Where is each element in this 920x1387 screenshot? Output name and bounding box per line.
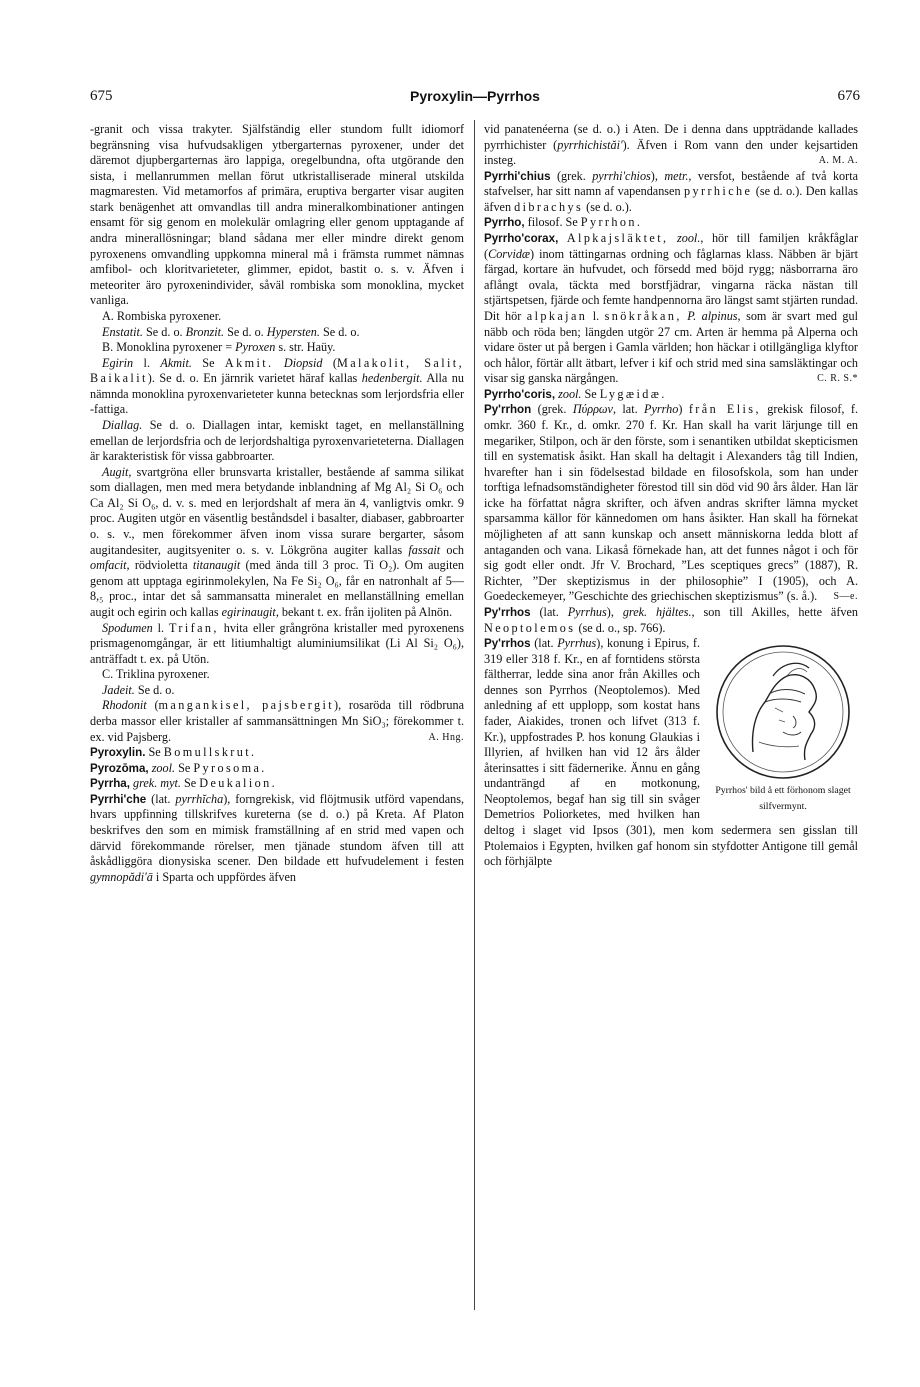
paragraph: Augit, svartgröna eller brunsvarta kristaller, bestående af samma silikat som diallagen, men med mera betydande inblandning af Mg Al₂ Si O₆ och Ca Al₂ Si O₆, d. v. s. med en lerjordshalt af mera än 4, vanligtvis omkr. 9 proc. Augiten utgör en väsentlig beståndsdel i basalter, diabaser, gabbroarter o. s. v., men förekommer äfven inom vissa surare bergarter, såsom augitandesiter, augitsyeniter o. s. v. Lökgröna augiter kallas fassait och omfacit, rödvioletta titanaugit (med ända till 3 proc. Ti O₂). Om augiten genom att upptaga egirinmolekylen, Na Fe Si₂ O₆, får en natronhalt af 5—8,₅ proc., intar det så sammansatta mineralet en mellanställning emellan augit och egirin och kallas egirinaugit, bekant t. ex. från ijoliten på Alnön. xyxy=(90,464,464,619)
author-signature: A. M. A. xyxy=(818,155,858,167)
paragraph: C. Triklina pyroxener. xyxy=(102,667,210,682)
headword: Py'rrhos xyxy=(484,605,531,619)
dictionary-entry: Pyrrhi'chius (grek. pyrrhi'chios), metr., versfot, bestående af två korta stafvelser, har sitt namn af vapendansen pyrrhiche (se d. o.). Den kallas äfven dibrachys (se d. o.). xyxy=(484,168,859,214)
column-divider xyxy=(474,120,475,1310)
page-number-left: 675 xyxy=(90,88,113,104)
running-title: Pyroxylin—Pyrrhos xyxy=(410,88,540,104)
dictionary-entry: Py'rrhon (grek. Πύρρων, lat. Pyrrho) från Elis, grekisk filosof, f. omkr. 360 f. Kr., d. omkr. 270 f. Kr. Han skall ha varit lärjunge till en megariker, Stilpon, och är den förste, som i senantiken utbildat skepticismen till en systematisk åsikt. Han skall ha deltagit i Alexanders tåg till Indien, hvarefter han i sin födelsestad bildade en filosofskola, som han under torftiga lefnadsomständigheter förestod till sin död vid 90 års ålder. Han lär icke ha författat några skrifter, och äfven andras skrifter lämna mycket sparsamma källor för kännedomen om hans åsikter. Han skall ha förnekat möjligheten af att sann kunskap och ansett människorna ledda blott af antaganden och vana. Likaså förnekade han, att det funnes något i och för sig godt eller ondt. Jfr V. Brochard, ”Les sceptiques grecs” (1887), R. Richter, ”Der skeptizismus in der philosophie” I (1905), och A. Goedeckemeyer, ”Geschichte des griechischen skeptizismus” (s. å.). S—e. xyxy=(484,402,858,604)
left-column xyxy=(90,122,464,885)
dictionary-entry: Pyrrhos' bild å ett förhonom slaget silfvermynt. Py'rrhos (lat. Pyrrhus), konung i Epirus, f. 319 eller 318 f. Kr., en af forntidens största fältherrar, ledde sina anor från Akilles och dennes son Pyrrhos (Neoptolemos). Med anledning af ett upplopp, som kostat hans fader, Aiakides, tronen och lifvet (313 f. Kr.), uppfostrades P. hos konung Glaukias i Illyrien, af hvilken han vid 12 års ålder återinsattes i sitt fädernerike. Ännu en gång undanträngd af en motkonung, Neoptolemos, begaf han sig till sin svåger Demetrios Poliorketes, med hvilken han deltog i slaget vid Ipsos (301), men kom sedermera sen gisslan till Ptolemaios i Egypten, hvilken gaf honom sin styfdotter Antigone till gemål och förhjälpte xyxy=(484,636,858,869)
paragraph: Diallag. Se d. o. Diallagen intar, kemiskt taget, en mellanställning emellan de lerjordsfria och de lerjordshaltiga pyroxenvarieteterna. Diallagen är karakteristisk för vissa gabbroarter. xyxy=(90,417,464,464)
headword: Pyrrha, xyxy=(90,777,130,791)
paragraph: Jadeit. Se d. o. xyxy=(102,682,175,697)
paragraph: Rhodonit (mangankisel, pajsbergit), rosaröda till rödbruna derba massor eller kristaller af sammansättningen Mn SiO₃; förekommer t. ex. vid Pajsberg. A. Hng. xyxy=(90,698,465,744)
headword: Py'rrhon xyxy=(484,403,532,417)
coin-figure xyxy=(708,642,858,813)
headword: Pyrrho, xyxy=(484,216,525,230)
headword: Pyroxylin. xyxy=(90,746,146,760)
dictionary-entry: Pyrrho, filosof. Se Pyrrhon. xyxy=(484,215,643,230)
coin-portrait-image xyxy=(713,642,853,782)
headword: Pyrrho'coris, xyxy=(484,387,556,401)
headword: Pyrozōma, xyxy=(90,761,149,775)
right-column xyxy=(484,122,858,870)
headword: Py'rrhos xyxy=(484,637,531,651)
figure-caption: Pyrrhos' bild å ett förhonom slaget silfvermynt. xyxy=(715,785,851,812)
paragraph: A. Rombiska pyroxener. xyxy=(102,308,222,323)
headword: Pyrrho'corax, xyxy=(484,232,559,246)
paragraph: Egirin l. Akmit. Se Akmit. Diopsid (Malakolit, Salit, Baikalit). Se d. o. En järnrik varietet häraf kallas hedenbergit. Alla nu nämnda monoklina pyroxenvarieteter kunna betecknas som lerjordsfria eller -fattiga. xyxy=(90,355,465,417)
paragraph: Spodumen l. Trifan, hvita eller grångröna kristaller med pyroxenens prismagenomgångar, är ett litiumhaltigt aluminiumsilikat (Li Al Si₂ O₆), anträffadt t. ex. på Utön. xyxy=(90,620,464,666)
dictionary-entry: Pyrrho'coris, zool. Se Lygæidæ. xyxy=(484,386,667,401)
headword: Pyrrhi'chius xyxy=(484,169,551,183)
paragraph: -granit och vissa trakyter. Själfständig eller stundom fullt idiomorf begränsning visa hufvudsakligen ytbergarternas pyroxener, under det däremot djupbergarternas äro lappiga, oregelbundna, ofta utgörande den sista, i mellanrummen mellan förut utkristalliserade mineral utskilda magmaresten. Vid metamorfos af primära, eruptiva bergarter visar augiten stark benägenhet att omvandlas till andra mineralkombinationer antingen ensamt för sig genom en molekulär omlagring eller genom upptagande af andra minerallösningar; bland sådana mer eller mindre direkt genom pyroxenens omvandling uppkomna mineral må i främsta rummet nämnas amfibol- och kloritvarieteter, glimmer, epidot, bastit o. s. v. Äfven i meteoriter äro pyroxenindivider, såväl rombiska som monoklina, mycket vanliga. xyxy=(90,122,464,308)
dictionary-entry: Pyrrhi'che (lat. pyrrhĭcha), forngrekisk, vid flöjtmusik utförd vapendans, hvars uppfinning tillskrifves kureterna (se d. o.) på Kreta. Af Platon beskrifves den som en mimisk framställning af en strid med vapen och därvid förekommande rörelser, men tjänade stundom äfven till att åskådliggöra dionysiska scener. Den bildade ett hufvudelement i festen gymnopădi'ā i Sparta och uppfördes äfven xyxy=(90,791,464,884)
author-signature: C. R. S.* xyxy=(817,373,858,385)
dictionary-entry: Py'rrhos (lat. Pyrrhus), grek. hjältes., son till Akilles, hette äfven Neoptolemos (se d. o., sp. 766). xyxy=(484,604,858,635)
paragraph: Enstatit. Se d. o. Bronzit. Se d. o. Hypersten. Se d. o. xyxy=(102,324,360,339)
author-signature: A. Hng. xyxy=(428,731,464,743)
author-signature: S—e. xyxy=(833,591,858,603)
paragraph: vid panatenéerna (se d. o.) i Aten. De i denna dans uppträdande kallades pyrrhichister (pyrrhichistăi'). Äfven i Rom vann den under kejsartiden insteg. A. M. A. xyxy=(484,122,858,168)
dictionary-entry: Pyrrho'corax, Alpkajsläktet, zool., hör till familjen kråkfåglar (Corvidæ) inom tättingarnas ordning och fåglarnas klass. Näbben är bjärt färgad, kortare än hufvudet, och försedd med böjd rygg; näsborrarna äro aflångt ovala, täckta med borstfjädrar, vingarna räcka nästan till stjärtspetsen, fjärde och femte handpennorna äro längst samt stjärten rundad. Dit hör alpkajan l. snökråkan, P. alpinus, som är svart med gul näbb och röda ben; längden utgör 27 cm. Arten är hemma på Alperna och vidare öster ut på bergen i Gamla världen; hon häckar i otillgängliga klyftor och hålor, förtär allt ätbart, lefver i kif och strid med sina samsläktingar och visar sig ganska närgången. C. R. S.* xyxy=(484,231,859,386)
page-number-right: 676 xyxy=(837,88,860,104)
dictionary-entry: Pyrozōma, zool. Se Pyrosoma. xyxy=(90,760,267,775)
headword: Pyrrhi'che xyxy=(90,792,147,806)
paragraph: B. Monoklina pyroxener = Pyroxen s. str. Haüy. xyxy=(102,340,336,355)
dictionary-entry: Pyrrha, grek. myt. Se Deukalion. xyxy=(90,776,278,791)
page-header xyxy=(90,88,860,110)
dictionary-entry: Pyroxylin. Se Bomullskrut. xyxy=(90,745,257,760)
